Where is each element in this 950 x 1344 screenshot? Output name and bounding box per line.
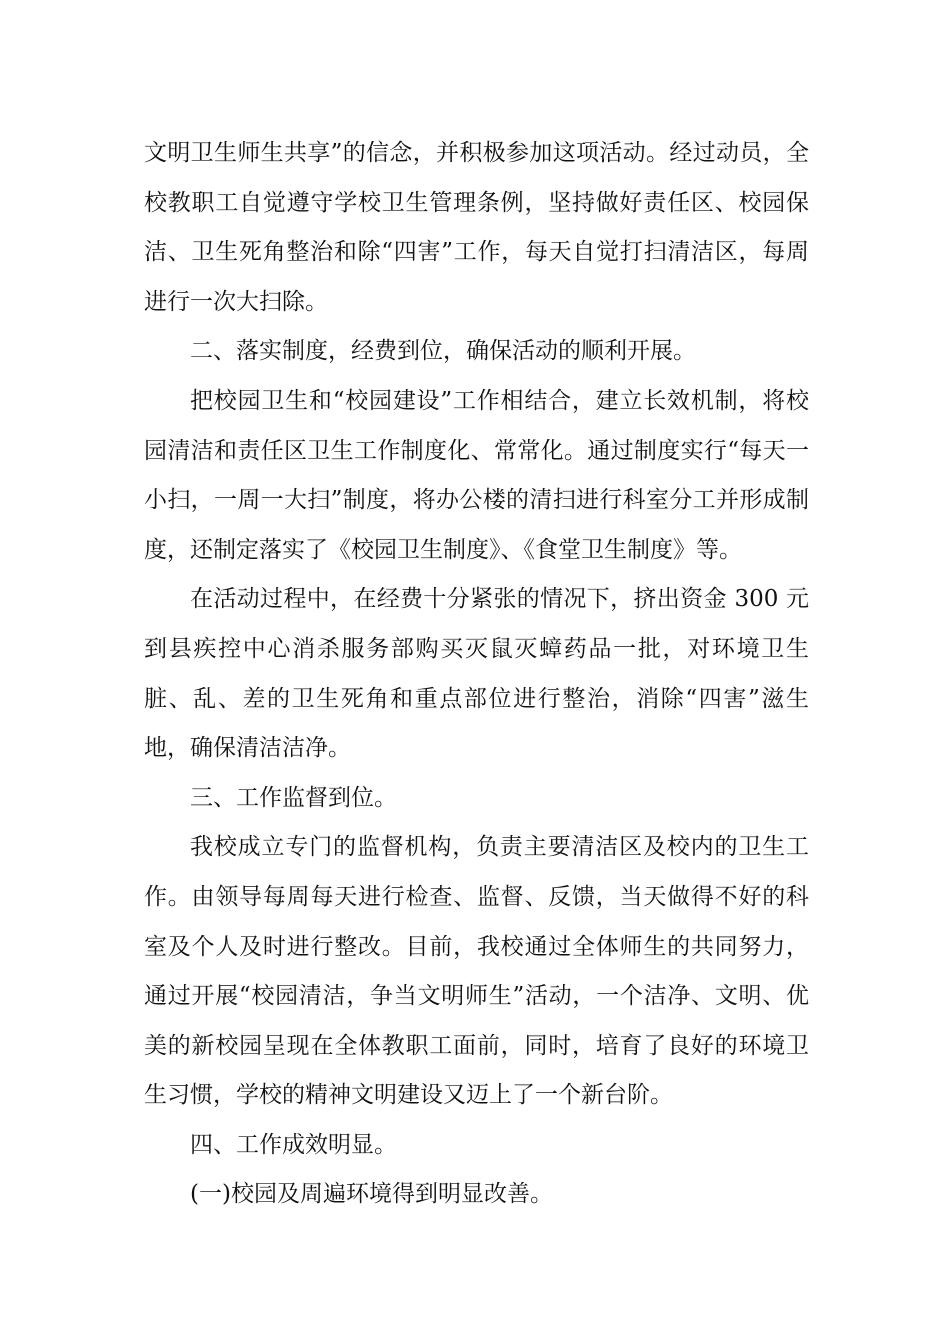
- section-heading-4: 四、工作成效明显。: [190, 1131, 397, 1158]
- paragraph-supervision: 我校成立专门的监督机构，负责主要清洁区及校内的卫生工作。由领导每周每天进行检查、监督、反馈，当天做得不好的科室及个人及时进行整改。目前，我校通过全体师生的共同努力，通过开展“校园清洁，争当文明师生”活动，一个洁净、文明、优美的新校园呈现在全体教职工面前，同时，培育了良好的环境卫生习惯，学校的精神文明建设又迈上了一个新台阶。: [144, 834, 809, 1109]
- section-heading-3: 三、工作监督到位。: [190, 784, 397, 811]
- paragraph-system: 把校园卫生和“校园建设”工作相结合，建立长效机制，将校园清洁和责任区卫生工作制度化、常常化。通过制度实行“每天一小扫，一周一大扫”制度，将办公楼的清扫进行科室分工并形成制度，还制定落实了《校园卫生制度》、《食堂卫生制度》等。: [144, 387, 809, 563]
- paragraph-continuation: 文明卫生师生共享”的信念，并积极参加这项活动。经过动员，全校教职工自觉遵守学校卫生管理条例，坚持做好责任区、校园保洁、卫生死角整治和除“四害”工作，每天自觉打扫清洁区，每周进行一次大扫除。: [144, 140, 809, 315]
- document-body: [144, 129, 809, 1220]
- subsection-heading-1: (一)校园及周遍环境得到明显改善。: [190, 1181, 553, 1208]
- section-heading-2: 二、落实制度，经费到位，确保活动的顺利开展。: [190, 338, 696, 365]
- paragraph-funding: 在活动过程中，在经费十分紧张的情况下，挤出资金 300 元到县疾控中心消杀服务部购买灭鼠灭蟑药品一批，对环境卫生脏、乱、差的卫生死角和重点部位进行整治，消除“四害”滋生地，确保清洁洁净。: [144, 586, 809, 762]
